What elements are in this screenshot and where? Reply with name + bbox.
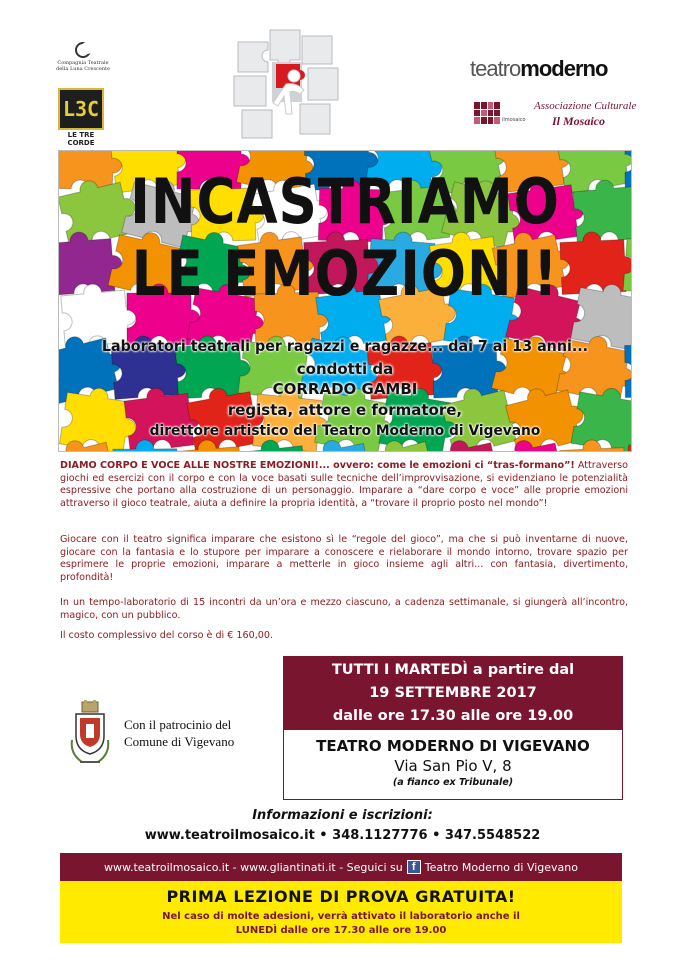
free-lesson-box xyxy=(60,881,622,943)
puzzle-banner xyxy=(58,150,632,452)
moderno-logo-text: moderno xyxy=(520,56,608,81)
subtitle: Laboratori teatrali per ragazzi e ragazze... dai 7 ai 13 anni... xyxy=(101,337,589,355)
moon-icon xyxy=(75,42,91,58)
mosaico-logo-icon xyxy=(474,102,500,124)
free-lesson-note-1: Nel caso di molte adesioni, verrà attivato il laboratorio anche il xyxy=(162,911,520,922)
l3c-logo: L3C xyxy=(58,88,104,130)
description-paragraph-3: In un tempo-laboratorio di 15 incontri da un’ora e mezzo ciascuno, a cadenza settimanale, si giungerà all’incontro, magico, con un pubblico. xyxy=(60,597,628,621)
luna-crescente-logo xyxy=(56,42,110,72)
conducted-by: condotti da xyxy=(296,360,394,378)
course-cost: Il costo complessivo del corso è di € 160,00. xyxy=(60,630,274,641)
patronage-line-2: Comune di Vigevano xyxy=(124,734,235,749)
teatro-moderno-logo xyxy=(470,58,632,98)
patronage-text xyxy=(124,716,234,750)
venue-address: Via San Pio V, 8 xyxy=(394,757,512,775)
company-small-text: Compagnia Teatrale della Luna Crescente xyxy=(56,60,110,72)
teatro-logo-text: teatro xyxy=(470,56,521,81)
patronage-line-1: Con il patrocinio del xyxy=(124,717,232,732)
schedule-box xyxy=(283,656,623,730)
title-line-2: LE EMOZIONI! xyxy=(131,237,559,310)
footer-links-bar xyxy=(60,853,622,881)
schedule-start-date: 19 SETTEMBRE 2017 xyxy=(369,685,537,701)
puzzle-figure-image xyxy=(228,22,346,144)
schedule-line-1: TUTTI I MARTEDÌ a partire dal xyxy=(331,662,575,678)
association-name: Il Mosaico xyxy=(552,114,606,128)
free-lesson-title: PRIMA LEZIONE DI PROVA GRATUITA! xyxy=(166,887,516,906)
free-lesson-note-2: LUNEDÌ dalle ore 17.30 alle ore 19.00 xyxy=(235,925,447,936)
description-lead: DIAMO CORPO E VOCE ALLE NOSTRE EMOZIONI!... ovvero: come le emozioni ci “tras-formano”! xyxy=(60,460,575,471)
description-paragraph-1 xyxy=(60,460,628,510)
l3c-label: LE TRE CORDE xyxy=(67,131,95,147)
description-paragraph-2: Giocare con il teatro significa imparare che esistono sì le “regole del gioco”, ma che si può inventarne di nuove, giocare con la fantasia e lo stupore per imparare a conoscere e rielaborare il mondo intorno, trovare spazio per esprimere le proprie emozioni, imparare a metterle in gioco insieme agli altri... con fantasia, divertimento, profondità! xyxy=(60,534,628,583)
venue-box xyxy=(283,730,623,800)
contact-details[interactable]: www.teatroilmosaico.it • 348.1127776 • 347.5548522 xyxy=(144,828,541,843)
teacher-role-2: direttore artistico del Teatro Moderno di Vigevano xyxy=(149,423,541,439)
vigevano-crest-icon xyxy=(66,700,114,770)
venue-note: (a fianco ex Tribunale) xyxy=(392,777,514,788)
info-title: Informazioni e iscrizioni: xyxy=(252,808,433,823)
facebook-page-name[interactable]: Teatro Moderno di Vigevano xyxy=(424,860,578,874)
teacher-name: CORRADO GAMBI xyxy=(272,380,418,398)
venue-name: TEATRO MODERNO DI VIGEVANO xyxy=(316,737,590,755)
facebook-icon[interactable]: f xyxy=(407,860,421,874)
schedule-hours: dalle ore 17.30 alle ore 19.00 xyxy=(332,708,574,724)
mosaico-small-text: ilmosaico xyxy=(502,117,526,123)
description-text: Attraverso giochi ed esercizi con il corpo e con la voce basati sulle tecniche dell’improvvisazione, si evidenziano le potenzialità espressive che portano alla costruzione di un personaggio. Imparare a “dare corpo e voce” alle proprie emozioni attraverso il gioco teatrale, aiuta a definire la propria identità, a “trovare il proprio posto nel mondo”! xyxy=(60,460,628,509)
title-line-1: INCASTRIAMO xyxy=(130,165,560,238)
footer-links[interactable]: www.teatroilmosaico.it - www.gliantinati.it - Seguici su xyxy=(103,860,403,874)
association-label: Associazione Culturale xyxy=(534,100,637,112)
teacher-role: regista, attore e formatore, xyxy=(227,401,463,419)
